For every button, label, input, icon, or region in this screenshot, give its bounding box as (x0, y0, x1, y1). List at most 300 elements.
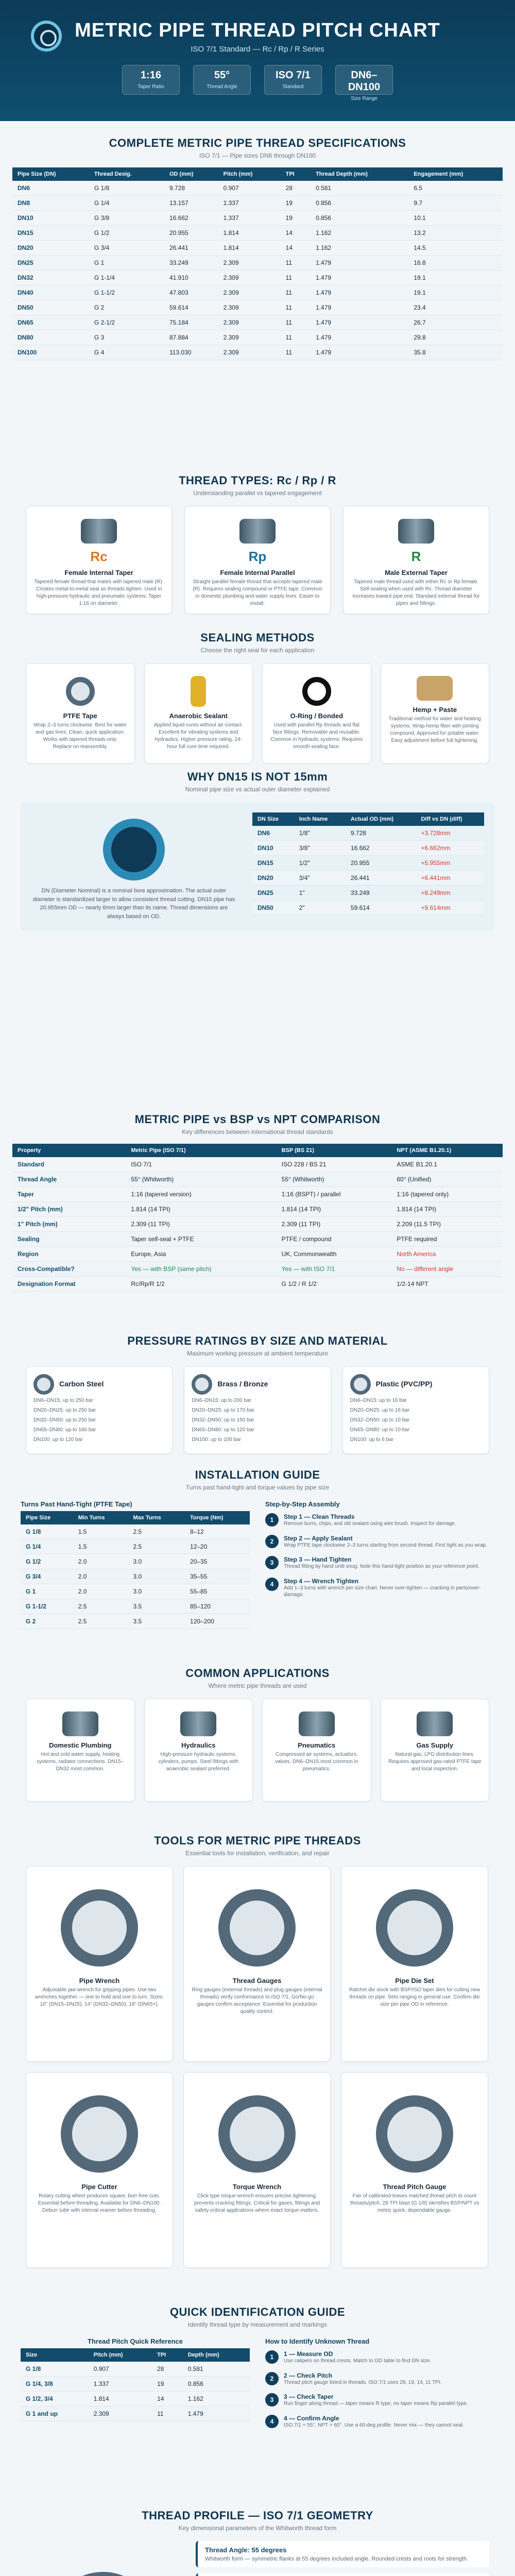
step-desc: ISO 7/1 = 55°, NPT = 60°. Use a 60-deg profile. Never mix — they cannot seal. (284, 2422, 464, 2428)
tool-desc: Adjustable jaw wrench for gripping pipes. Use two wrenches together — one to hold and one to turn. Sizes: 10" (DN15–DN25), 14" (DN32–DN50), 18" (DN65+). (35, 1987, 164, 2007)
pressure-line: DN65–DN80: up to 120 bar (192, 1427, 254, 1433)
tool-card (183, 2072, 331, 2268)
table-header: Property (12, 1144, 126, 1157)
table-row (21, 2362, 250, 2377)
stat-label: Thread Angle (207, 84, 237, 90)
section-subtitle: Nominal pipe size vs actual outer diameter explained (185, 786, 330, 793)
type-name: Female Internal Parallel (220, 569, 295, 577)
step-number-icon: 2 (265, 2372, 279, 2385)
table-cell: 2.309 (218, 270, 281, 285)
app-card (26, 1699, 135, 1802)
step-number-icon: 4 (265, 2415, 279, 2428)
table-cell: DN80 (12, 330, 89, 345)
table-cell: 59.614 (346, 901, 416, 916)
section-subtitle: Choose the right seal for each application (200, 647, 315, 654)
table-cell: G 3/4 (21, 1569, 73, 1584)
table-cell: G 1/8 (21, 2362, 89, 2377)
table-row (12, 226, 503, 241)
table-cell: Designation Format (12, 1277, 126, 1292)
table-cell: 1:16 (tapered only) (391, 1187, 503, 1202)
table-header: Engagement (mm) (408, 167, 503, 181)
application-icon (417, 1711, 453, 1736)
table-row (21, 1569, 250, 1584)
table-cell: Standard (12, 1157, 126, 1172)
stat-card (335, 65, 393, 101)
step-title: Step 3 — Hand Tighten (284, 1556, 352, 1563)
table-cell: DN50 (12, 300, 89, 315)
quickid-table-title: Thread Pitch Quick Reference (88, 2337, 183, 2345)
table-row (12, 1262, 503, 1277)
table-cell: DN15 (12, 226, 89, 241)
table-cell: 12–20 (185, 1539, 250, 1554)
table-cell: 1.337 (89, 2377, 152, 2392)
application-icon (180, 1711, 216, 1736)
pressure-line: DN32–DN50: up to 10 bar (350, 1417, 410, 1423)
table-cell: 19 (152, 2377, 183, 2392)
compare-table (12, 1144, 503, 1292)
table-cell: DN8 (12, 196, 89, 211)
table-row (21, 1524, 250, 1539)
install-steps (265, 1500, 494, 1629)
stat-label: Standard (282, 84, 304, 90)
table-row (252, 826, 484, 841)
compare-section (0, 1113, 515, 1292)
dn15-panel (21, 802, 494, 931)
table-cell: G 1/2 (21, 1554, 73, 1569)
profile-item (196, 2573, 489, 2576)
table-cell: 20–35 (185, 1554, 250, 1569)
quickid-panel (21, 2337, 494, 2436)
step-text (284, 1535, 487, 1549)
table-cell: 3.0 (128, 1584, 185, 1599)
pressure-cards (26, 1366, 489, 1454)
compare-table-wrap (12, 1144, 503, 1292)
section-subtitle: ISO 7/1 — Pipe sizes DN6 through DN100 (199, 152, 316, 159)
pressure-line: DN32–DN50: up to 250 bar (33, 1417, 96, 1423)
table-cell: G 1/2 / R 1/2 (277, 1277, 392, 1292)
spec-table-wrap (12, 167, 503, 360)
table-cell: 2.309 (218, 315, 281, 330)
pressure-line: DN20–DN25: up to 170 bar (192, 1408, 254, 1413)
seal-card (381, 663, 490, 764)
table-header: Metric Pipe (ISO 7/1) (126, 1144, 276, 1157)
table-cell: 2.309 (218, 300, 281, 315)
table-cell: 55–85 (185, 1584, 250, 1599)
app-name: Domestic Plumbing (49, 1741, 112, 1749)
table-cell: 47.803 (164, 285, 218, 300)
tool-icon (376, 1889, 453, 1967)
step-text (284, 1578, 494, 1599)
stat-label: Size Range (351, 96, 377, 101)
table-cell: 11 (281, 256, 311, 270)
fitting-icon (239, 519, 276, 544)
seal-desc: Applied liquid cures without air contact. Excellent for vibrating systems and hydraulics. Higher pressure rating. 24-hour full cure time required. (153, 722, 243, 750)
table-cell: ISO 228 / BS 21 (277, 1157, 392, 1172)
install-section (0, 1468, 515, 1629)
section-subtitle: Identify thread type by measurement and markings (187, 2321, 328, 2328)
material-name: Carbon Steel (59, 1380, 104, 1388)
dn15-table-wrap (252, 812, 484, 921)
table-cell: 26.441 (164, 241, 218, 256)
table-cell: 0.907 (218, 181, 281, 196)
step-number-icon: 2 (265, 1535, 279, 1548)
header (0, 0, 515, 121)
table-cell: 26.7 (408, 315, 503, 330)
table-cell: +9.614mm (416, 901, 484, 916)
stat-value: DN6–DN100 (348, 70, 381, 93)
table-cell: +6.662mm (416, 841, 484, 856)
table-cell: 9.728 (164, 181, 218, 196)
pressure-section (0, 1334, 515, 1454)
table-cell: 19.1 (408, 270, 503, 285)
table-cell: 1.162 (311, 226, 408, 241)
table-header: Pipe Size (DN) (12, 167, 89, 181)
table-cell: 2.309 (11 TPI) (277, 1217, 392, 1232)
table-cell: PTFE required (391, 1232, 503, 1247)
install-table-wrap (21, 1500, 250, 1629)
table-cell: 1.814 (218, 241, 281, 256)
section-subtitle: Turns past hand-tight and torque values by pipe size (185, 1484, 330, 1491)
type-desc: Tapered male thread used with either Rc or Rp female. Self-sealing when used with Rc. Thread diameter increases toward pipe end. Standard external thread for pipes and fittings. (352, 579, 480, 606)
app-name: Gas Supply (416, 1741, 454, 1749)
step-text (284, 2393, 468, 2408)
table-row (21, 2392, 250, 2406)
table-cell: 1.479 (311, 285, 408, 300)
sealing-section (0, 631, 515, 764)
app-card (262, 1699, 371, 1802)
tool-desc: Click-type torque wrench ensures precise tightening, prevents cracking fittings. Critical for gases, fittings and safety-critical applications where exact torque matters. (194, 2193, 320, 2213)
table-header: NPT (ASME B1.20.1) (391, 1144, 503, 1157)
table-row (12, 241, 503, 256)
step-title: Step 2 — Apply Sealant (284, 1534, 353, 1542)
table-header: Pitch (mm) (218, 167, 281, 181)
material-name: Brass / Bronze (217, 1380, 268, 1388)
table-cell: 2.5 (73, 1599, 128, 1614)
tool-icon (218, 2095, 296, 2173)
tools-cards (26, 1866, 489, 2268)
pressure-line: DN32–DN50: up to 150 bar (192, 1417, 254, 1423)
table-header: Torque (Nm) (185, 1511, 250, 1524)
step-title: Step 1 — Clean Threads (284, 1513, 355, 1520)
table-cell: 1/8" (294, 826, 346, 841)
table-cell: ISO 7/1 (126, 1157, 276, 1172)
table-cell: 1:16 (BSPT) / parallel (277, 1187, 392, 1202)
table-cell: DN25 (252, 886, 294, 901)
step-title: 4 — Confirm Angle (284, 2414, 339, 2422)
tool-card (183, 1866, 331, 2062)
section-title: SEALING METHODS (200, 631, 315, 644)
tool-name: Pipe Cutter (81, 2183, 117, 2191)
table-row (21, 2377, 250, 2392)
tool-icon (218, 1889, 296, 1967)
table-cell: 1:16 (tapered version) (126, 1187, 276, 1202)
section-title: COMPLETE METRIC PIPE THREAD SPECIFICATIONS (109, 137, 406, 149)
table-cell: DN100 (12, 345, 89, 360)
table-cell: DN20 (252, 871, 294, 886)
app-desc: High-pressure hydraulic systems, cylinders, pumps. Steel fittings with anaerobic sealant preferred. (158, 1752, 239, 1772)
table-cell: G 3/4 (89, 241, 164, 256)
seal-card (262, 663, 371, 764)
table-cell: DN15 (252, 856, 294, 871)
tool-card (26, 1866, 173, 2062)
tool-name: Pipe Wrench (79, 1977, 120, 1985)
table-cell: Cross-Compatible? (12, 1262, 126, 1277)
tool-desc: Fan of calibrated leaves matched thread pitch to count threads/pitch. 28 TPI blast (G 1/8) identifies BSP/NPT vs metric quick, dependable gauge. (350, 2193, 479, 2213)
install-steps-title: Step-by-Step Assembly (265, 1500, 340, 1508)
table-cell: G 1/4 (21, 1539, 73, 1554)
table-header: OD (mm) (164, 167, 218, 181)
table-cell: G 1 and up (21, 2406, 89, 2421)
table-cell: DN10 (12, 211, 89, 226)
table-cell: 8–12 (185, 1524, 250, 1539)
step-title: Step 4 — Wrench Tighten (284, 1577, 358, 1585)
step-number-icon: 4 (265, 1578, 279, 1591)
types-section (0, 474, 515, 614)
table-row (21, 1584, 250, 1599)
profile-items (196, 2541, 489, 2576)
table-cell: 85–120 (185, 1599, 250, 1614)
table-cell: +8.249mm (416, 886, 484, 901)
table-cell: 2.309 (89, 2406, 152, 2421)
table-row (12, 1232, 503, 1247)
table-cell: G 1/4 (89, 196, 164, 211)
profile-panel (26, 2541, 489, 2576)
step-text (284, 2372, 441, 2386)
table-cell: 60° (Unified) (391, 1172, 503, 1187)
table-cell: 1" (294, 886, 346, 901)
table-cell: +3.728mm (416, 826, 484, 841)
app-name: Pneumatics (298, 1741, 336, 1749)
step-number-icon: 3 (265, 2393, 279, 2406)
table-cell: 3/4" (294, 871, 346, 886)
sealant-tube-icon (191, 676, 206, 707)
table-cell: 2.309 (218, 256, 281, 270)
sealing-cards (26, 663, 489, 764)
table-cell: G 1/2 (89, 226, 164, 241)
quickid-steps-title: How to Identify Unknown Thread (265, 2337, 370, 2345)
type-desc: Tapered female thread that mates with tapered male (R). Creates metal-to-metal seal as threads tighten. Used in high-pressure hydraulic and pneumatic systems. Taper 1:16 on diameter. (34, 579, 164, 606)
step-text (284, 1513, 456, 1528)
step-item (265, 1513, 494, 1528)
table-header: Thread Desig. (89, 167, 164, 181)
type-code: R (411, 549, 421, 564)
pressure-card (184, 1366, 331, 1454)
application-icon (62, 1711, 98, 1736)
table-header: Size (21, 2348, 89, 2362)
pressure-line: DN65–DN80: up to 10 bar (350, 1427, 410, 1433)
table-cell: 1.5 (73, 1524, 128, 1539)
tools-section (0, 1834, 515, 2268)
tool-card (341, 2072, 488, 2268)
table-row (12, 270, 503, 285)
table-cell: DN20 (12, 241, 89, 256)
pressure-line: DN100: up to 120 bar (33, 1437, 83, 1443)
table-row (12, 181, 503, 196)
table-cell: 1.479 (311, 315, 408, 330)
stat-card (193, 65, 251, 95)
table-cell: Rc/Rp/R 1/2 (126, 1277, 276, 1292)
table-cell: 2.5 (73, 1614, 128, 1629)
app-desc: Hot and cold water supply, heating systems, radiator connections. DN15–DN32 most common. (37, 1752, 124, 1772)
table-cell: G 2 (21, 1614, 73, 1629)
section-title: WHY DN15 IS NOT 15mm (187, 770, 328, 783)
profile-item (196, 2541, 489, 2567)
table-row (252, 871, 484, 886)
types-cards (26, 506, 489, 614)
step-title: 2 — Check Pitch (284, 2371, 333, 2379)
table-cell: 35.8 (408, 345, 503, 360)
table-cell: 9.7 (408, 196, 503, 211)
table-row (21, 1539, 250, 1554)
step-desc: Run finger along thread — taper means R type, no taper means Rp parallel type. (284, 2401, 468, 2406)
table-cell: 19 (281, 196, 311, 211)
step-number-icon: 1 (265, 2350, 279, 2364)
table-cell: 75.184 (164, 315, 218, 330)
install-panel (21, 1500, 494, 1629)
table-cell: 11 (281, 345, 311, 360)
quickid-table-wrap (21, 2337, 250, 2436)
table-cell: Taper self-seal + PTFE (126, 1232, 276, 1247)
pressure-line: DN20–DN25: up to 250 bar (33, 1408, 96, 1413)
section-subtitle: Where metric pipe threads are used (208, 1682, 307, 1689)
table-cell: 2.5 (128, 1539, 185, 1554)
table-cell: 0.581 (311, 181, 408, 196)
install-table (21, 1511, 250, 1629)
stat-card (264, 65, 322, 95)
fitting-icon (398, 519, 434, 544)
table-cell: 14.5 (408, 241, 503, 256)
install-table-title: Turns Past Hand-Tight (PTFE Tape) (21, 1500, 132, 1508)
table-header: Max Turns (128, 1511, 185, 1524)
table-cell: 14 (281, 226, 311, 241)
table-row (12, 196, 503, 211)
pressure-card (26, 1366, 173, 1454)
seal-name: Anaerobic Sealant (169, 712, 228, 720)
table-cell: UK, Commonwealth (277, 1247, 392, 1262)
table-cell: 29.8 (408, 330, 503, 345)
step-item (265, 2350, 494, 2365)
table-cell: 13.2 (408, 226, 503, 241)
table-cell: 113.030 (164, 345, 218, 360)
table-cell: G 3 (89, 330, 164, 345)
step-item (265, 1556, 494, 1570)
table-row (12, 1202, 503, 1217)
type-desc: Straight parallel female thread that accepts tapered male (R). Requires sealing compound or PTFE tape. Common in domestic plumbing and water supply lines. Easier to install. (193, 579, 322, 606)
seal-name: O-Ring / Bonded (290, 712, 344, 720)
stat-value: 1:16 (140, 70, 162, 81)
table-cell: ASME B1.20.1 (391, 1157, 503, 1172)
table-cell: +5.955mm (416, 856, 484, 871)
table-cell: 1.814 (14 TPI) (277, 1202, 392, 1217)
table-cell: 0.856 (183, 2377, 250, 2392)
table-cell: G 1/8 (89, 181, 164, 196)
step-item (265, 2415, 494, 2429)
table-cell: 10.1 (408, 211, 503, 226)
tool-card (341, 1866, 488, 2062)
table-header: Thread Depth (mm) (311, 167, 408, 181)
o-ring-icon (302, 677, 331, 706)
section-subtitle: Key differences between international thread standards (182, 1128, 333, 1136)
type-code: Rc (90, 549, 108, 564)
table-header: Diff vs DN (diff) (416, 812, 484, 826)
section-title: QUICK IDENTIFICATION GUIDE (169, 2306, 346, 2318)
dn15-table (252, 812, 484, 916)
table-cell: G 1 (21, 1584, 73, 1599)
hex-nut-icon (49, 2572, 157, 2576)
table-cell: 2.209 (11.5 TPI) (391, 1217, 503, 1232)
section-subtitle: Maximum working pressure at ambient temperature (186, 1350, 329, 1357)
table-header: BSP (BS 21) (277, 1144, 392, 1157)
table-cell: 26.441 (346, 871, 416, 886)
stat-label: Taper Ratio (138, 84, 164, 90)
step-item (265, 2372, 494, 2386)
table-cell: 2.309 (218, 285, 281, 300)
table-cell: 1" Pitch (mm) (12, 1217, 126, 1232)
table-cell: 59.614 (164, 300, 218, 315)
table-cell: 11 (281, 300, 311, 315)
step-desc: Add 1–3 turns with wrench per size chart. Never over-tighten — cracking in parts/over-damage. (284, 1585, 481, 1598)
apps-section (0, 1667, 515, 1802)
app-card (381, 1699, 490, 1802)
table-cell: G 2 (89, 300, 164, 315)
pressure-line: DN6–DN15: up to 250 bar (33, 1398, 93, 1403)
table-cell: Region (12, 1247, 126, 1262)
seal-desc: Used with parallel Rp threads and flat face fittings. Removable and reusable. Common in hydraulic systems. Requires smooth sealing face. (270, 722, 363, 750)
table-row (252, 841, 484, 856)
table-cell: 20.955 (346, 856, 416, 871)
table-row (12, 1217, 503, 1232)
ptfe-tape-icon (66, 677, 95, 706)
table-row (12, 1157, 503, 1172)
tool-icon (61, 2095, 138, 2173)
table-cell: 11 (281, 315, 311, 330)
table-cell: 2.0 (73, 1554, 128, 1569)
table-header: Depth (mm) (183, 2348, 250, 2362)
table-row (12, 330, 503, 345)
material-icon (33, 1374, 54, 1395)
table-cell: 0.581 (183, 2362, 250, 2377)
table-cell: 3.5 (128, 1599, 185, 1614)
quickid-section (0, 2306, 515, 2436)
page-title: METRIC PIPE THREAD PITCH CHART (75, 20, 440, 41)
table-cell: 2.5 (128, 1524, 185, 1539)
table-cell: No — different angle (391, 1262, 503, 1277)
tool-desc: Ratchet die stock with BSP/ISO taper dies for cutting new threads on pipe. Sets ranging in general use. Confirm die size per pipe OD in reference. (349, 1987, 480, 2007)
table-cell: 2" (294, 901, 346, 916)
section-title: THREAD TYPES: Rc / Rp / R (179, 474, 336, 487)
step-desc: Wrap PTFE tape clockwise 2–3 turns starting from second thread. First tight as you wrap. (284, 1542, 487, 1548)
step-item (265, 1535, 494, 1549)
table-cell: Thread Angle (12, 1172, 126, 1187)
application-icon (299, 1711, 335, 1736)
material-name: Plastic (PVC/PP) (375, 1380, 433, 1388)
step-item (265, 2393, 494, 2408)
app-name: Hydraulics (181, 1741, 216, 1749)
table-row (252, 901, 484, 916)
pressure-line: DN100: up to 6 bar (350, 1437, 394, 1443)
section-title: THREAD PROFILE — ISO 7/1 GEOMETRY (142, 2509, 373, 2522)
tool-desc: Rotary cutting wheel produces square, burr-free cuts. Essential before threading. Available for DN6–DN100. Deburr tube with internal reamer before threading. (38, 2193, 161, 2213)
table-cell: 2.0 (73, 1569, 128, 1584)
table-cell: 1.814 (89, 2392, 152, 2406)
table-cell: DN6 (12, 181, 89, 196)
table-cell: 14 (281, 241, 311, 256)
table-cell: 3.5 (128, 1614, 185, 1629)
tool-name: Thread Gauges (232, 1977, 282, 1985)
step-text (284, 1556, 479, 1570)
table-cell: 19.1 (408, 285, 503, 300)
tool-icon (376, 2095, 453, 2173)
